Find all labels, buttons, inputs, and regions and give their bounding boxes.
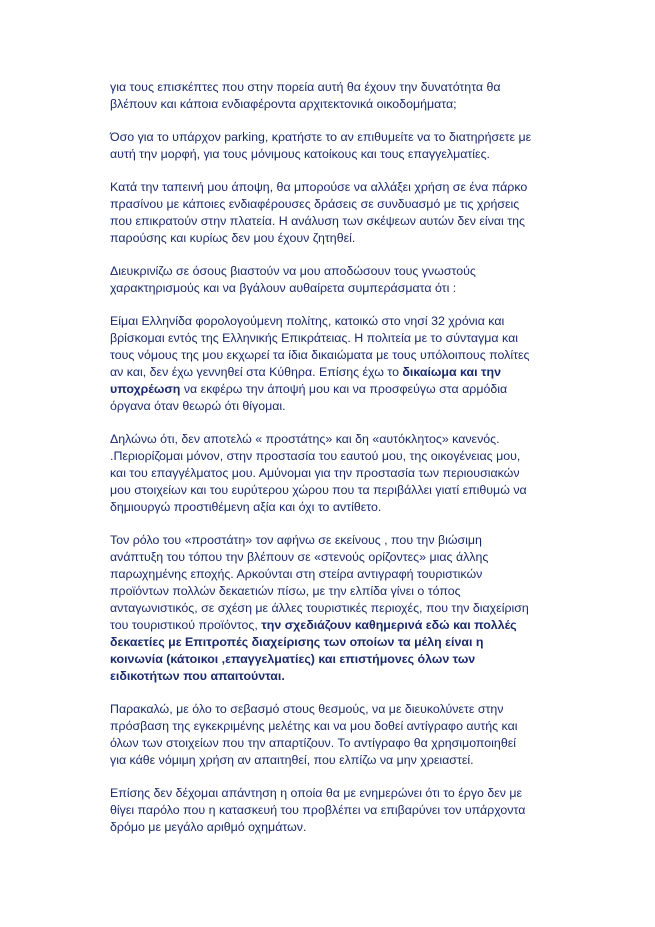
paragraph — [110, 79, 562, 113]
text-line: Δηλώνω ότι, δεν αποτελώ « προστάτης» και δη «αυτόκλητος» κανενός. — [110, 432, 500, 446]
text-line — [110, 381, 562, 398]
text-line: Παρακαλώ, με όλο το σεβασμό στους θεσμούς, να με διευκολύνετε στην — [110, 702, 504, 716]
text-line: αυτή την μορφή, για τους μόνιμους κατοίκους και τους επαγγελματίες. — [110, 147, 490, 161]
text-line — [110, 364, 562, 381]
text-line: Τον ρόλο του «προστάτη» τον αφήνω σε εκείνους , που την βιώσιμη — [110, 533, 482, 547]
text-line: ανάπτυξη του τόπου την βλέπουν σε «στενούς ορίζοντες» μιας άλλης — [110, 550, 489, 564]
text-line: Κατά την ταπεινή μου άποψη, θα μπορούσε να αλλάξει χρήση σε ένα πάρκο — [110, 180, 528, 194]
text-line: και του επαγγέλματος μου. Αμύνομαι για την προστασία των περιουσιακών — [110, 466, 520, 480]
text-line — [110, 617, 562, 634]
text-line: .Περιορίζομαι μόνον, στην προστασία του εαυτού μου, της οικογένειας μου, — [110, 449, 521, 463]
text-line: Επίσης δεν δέχομαι απάντηση η οποία θα με ενημερώνει ότι το έργο δεν με — [110, 786, 523, 800]
bold-text-run: δεκαετίες με Επιτροπές διαχείρισης των οποίων τα μέλη είναι η — [110, 635, 484, 649]
text-line: όργανα όταν θεωρώ ότι θίγομαι. — [110, 399, 286, 413]
bold-text-run: την σχεδιάζουν καθημερινά εδώ και πολλές — [261, 618, 517, 632]
text-run: αν και, δεν έχω γεννηθεί στα Κύθηρα. Επίσης έχω το — [110, 365, 403, 379]
bold-text-run: δικαίωμα και την — [402, 365, 502, 379]
text-line: πρόσβαση της εγκεκριμένης μελέτης και να μου δοθεί αντίγραφο αυτής και — [110, 719, 518, 733]
paragraph — [110, 313, 562, 415]
text-line — [110, 668, 562, 685]
text-line: Είμαι Ελληνίδα φορολογούμενη πολίτης, κατοικώ στο νησί 32 χρόνια και — [110, 314, 505, 328]
bold-text-run: υποχρέωση — [110, 382, 181, 396]
text-line: για κάθε νόμιμη χρήση αν απαιτηθεί, που ελπίζω να μην χρειαστεί. — [110, 753, 474, 767]
paragraph — [110, 431, 562, 516]
text-line: θίγει παρόλο που η κατασκευή του προβλέπει να επιβαρύνει τον υπάρχοντα — [110, 803, 526, 817]
paragraph — [110, 263, 562, 297]
text-line: πρασίνου με κάποιες ενδιαφέρουσες δράσεις σε συνδυασμό με τις χρήσεις — [110, 197, 520, 211]
paragraph — [110, 701, 562, 769]
text-line — [110, 634, 562, 651]
document-body — [110, 79, 562, 852]
text-line: όλων των στοιχείων που την απαρτίζουν. Το αντίγραφο θα χρησιμοποιηθεί — [110, 736, 516, 750]
text-run: να εκφέρω την άποψή μου και να προσφεύγω στα αρμόδια — [180, 382, 508, 396]
text-line — [110, 651, 562, 668]
text-line: ανταγωνιστικός, σε σχέση με άλλες τουριστικές περιοχές, που την διαχείριση — [110, 601, 529, 615]
text-line: μου στοιχείων και του ευρύτερου χώρου που τα περιβάλλει γιατί επιθυμώ να — [110, 483, 527, 497]
text-line: Διευκρινίζω σε όσους βιαστούν να μου αποδώσουν τους γνωστούς — [110, 264, 476, 278]
text-line: χαρακτηρισμούς και να βγάλουν αυθαίρετα συμπεράσματα ότι : — [110, 281, 457, 295]
text-line: παρωχημένης εποχής. Αρκούνται στη στείρα αντιγραφή τουριστικών — [110, 567, 483, 581]
bold-text-run: κοινωνία (κάτοικοι ,επαγγελματίες) και επιστήμονες όλων των — [110, 652, 476, 666]
paragraph — [110, 179, 562, 247]
text-line: δημιουργώ προστιθέμενη αξία και όχι το αντίθετο. — [110, 500, 382, 514]
text-line: Όσο για το υπάρχον parking, κρατήστε το αν επιθυμείτε να το διατηρήσετε με — [110, 130, 532, 144]
text-line: για τους επισκέπτες που στην πορεία αυτή θα έχουν την δυνατότητα θα — [110, 80, 501, 94]
bold-text-run: ειδικοτήτων που απαιτούνται. — [110, 669, 285, 683]
text-line: βλέπουν και κάποια ενδιαφέροντα αρχιτεκτονικά οικοδομήματα; — [110, 97, 457, 111]
text-line: προϊόντων πολλών δεκαετιών πίσω, με την ελπίδα γίνει ο τόπος — [110, 584, 461, 598]
text-line: βρίσκομαι εντός της Ελληνικής Επικράτειας. Η πολιτεία με το σύνταγμα και — [110, 331, 518, 345]
paragraph — [110, 785, 562, 836]
paragraph — [110, 532, 562, 685]
text-line: παρούσης και κυρίως δεν μου έχουν ζητηθεί. — [110, 231, 356, 245]
text-line: που επικρατούν στην πλατεία. Η ανάλυση των σκέψεων αυτών δεν είναι της — [110, 214, 526, 228]
paragraph — [110, 129, 562, 163]
text-run: του τουριστικού προϊόντος, — [110, 618, 262, 632]
text-line: δρόμο με μεγάλο αριθμό οχημάτων. — [110, 820, 307, 834]
text-line: τους νόμους της μου εκχωρεί τα ίδια δικαιώματα με τους υπόλοιπους πολίτες — [110, 348, 530, 362]
